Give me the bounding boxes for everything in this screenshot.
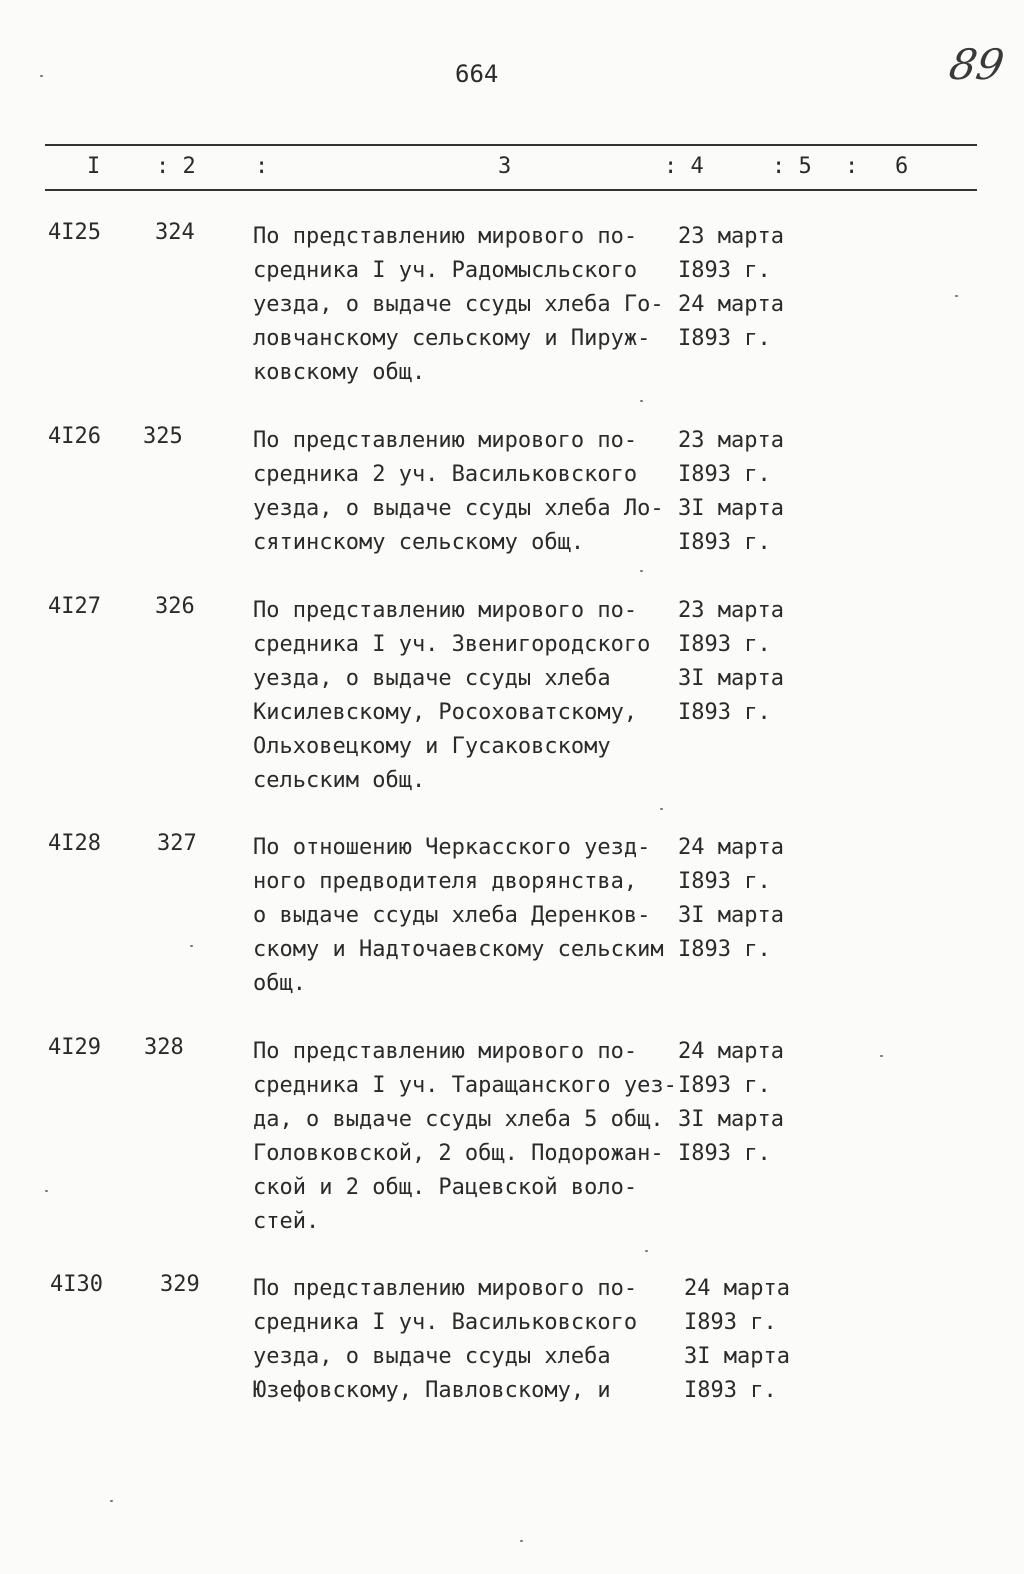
scan-speck [640,400,643,402]
date-line: I893 г. [678,462,771,487]
date-line: 3I марта [678,666,784,691]
description-line: средника I уч. Васильковского [253,1310,638,1335]
case-dates [678,220,828,356]
date-line: 24 марта [684,1276,790,1301]
header-col-1: I [87,154,101,179]
header-separator: : [255,154,269,179]
description-line: о выдаче ссуды хлеба Деренков- [253,903,651,928]
description-line: сельским общ. [253,768,426,793]
case-number: 328 [144,1035,184,1060]
date-line: 3I марта [684,1344,790,1369]
description-line: средника 2 уч. Васильковского [253,462,638,487]
description-line: средника I уч. Радомысльского [253,258,638,283]
description-line: уезда, о выдаче ссуды хлеба Ло- [253,496,664,521]
date-line: I893 г. [678,1073,771,1098]
record-number: 4I28 [48,831,101,856]
date-line: 3I марта [678,1107,784,1132]
description-line: уезда, о выдаче ссуды хлеба [253,666,611,691]
header-col-3: 3 [498,154,512,179]
description-line: По представлению мирового по- [253,1276,638,1301]
scan-speck [190,945,193,947]
description-line: уезда, о выдаче ссуды хлеба Го- [253,292,664,317]
date-line: I893 г. [678,258,771,283]
description-line: ковскому общ. [253,360,426,385]
header-col-5: : 5 [772,154,812,179]
description-line: По представлению мирового по- [253,1039,638,1064]
record-number: 4I27 [48,594,101,619]
date-line: 24 марта [678,292,784,317]
date-line: 3I марта [678,496,784,521]
date-line: I893 г. [684,1378,777,1403]
description-line: стей. [253,1209,320,1234]
scan-speck [955,295,958,297]
header-col-6: 6 [895,154,909,179]
page-number: 664 [455,60,499,88]
description-line: средника I уч. Звенигородского [253,632,651,657]
case-description [253,1035,677,1239]
case-dates [684,1272,834,1408]
scan-speck [645,1250,648,1252]
header-col-4: : 4 [664,154,704,179]
description-line: ской и 2 общ. Рацевской воло- [253,1175,638,1200]
header-col-2: : 2 [156,154,196,179]
date-line: 3I марта [678,903,784,928]
scan-speck [40,75,43,77]
description-line: По представлению мирового по- [253,428,638,453]
record-number: 4I29 [48,1035,101,1060]
scan-speck [880,1055,883,1057]
case-number: 324 [155,220,195,245]
date-line: 24 марта [678,1039,784,1064]
record-number: 4I25 [48,220,101,245]
date-line: I893 г. [678,937,771,962]
case-description [253,594,673,798]
description-line: Головковской, 2 общ. Подорожан- [253,1141,664,1166]
header-rule-bottom [45,189,977,191]
header-separator: : [845,154,859,179]
date-line: 23 марта [678,598,784,623]
description-line: средника I уч. Таращанского уез- [253,1073,677,1098]
case-number: 329 [160,1272,200,1297]
description-line: Ольховецкому и Гусаковскому [253,734,611,759]
description-line: да, о выдаче ссуды хлеба 5 общ. [253,1107,664,1132]
scan-speck [110,1500,113,1502]
date-line: 24 марта [678,835,784,860]
description-line: Кисилевскому, Росоховатскому, [253,700,638,725]
case-dates [678,831,828,967]
case-dates [678,424,828,560]
date-line: I893 г. [678,632,771,657]
case-number: 325 [143,424,183,449]
case-description [253,831,673,1001]
case-description [253,220,673,390]
scan-speck [640,570,643,572]
case-dates [678,1035,828,1171]
date-line: I893 г. [678,530,771,555]
description-line: По отношению Черкасского уезд- [253,835,651,860]
scan-speck [520,1540,523,1542]
date-line: I893 г. [678,1141,771,1166]
date-line: 23 марта [678,428,784,453]
date-line: 23 марта [678,224,784,249]
archive-folio-number: 89 [945,40,1008,89]
case-description [253,1272,673,1408]
date-line: I893 г. [678,326,771,351]
date-line: I893 г. [678,700,771,725]
description-line: уезда, о выдаче ссуды хлеба [253,1344,611,1369]
scan-speck [660,808,663,810]
description-line: Юзефовскому, Павловскому, и [253,1378,611,1403]
description-line: ного предводителя дворянства, [253,869,638,894]
description-line: общ. [253,971,306,996]
date-line: I893 г. [684,1310,777,1335]
header-rule-top [45,144,977,146]
scan-speck [45,1190,48,1192]
description-line: скому и Надточаевскому сельским [253,937,664,962]
description-line: По представлению мирового по- [253,224,638,249]
description-line: сятинскому сельскому общ. [253,530,585,555]
date-line: I893 г. [678,869,771,894]
case-dates [678,594,828,730]
record-number: 4I26 [48,424,101,449]
case-number: 327 [157,831,197,856]
case-number: 326 [155,594,195,619]
record-number: 4I30 [50,1272,103,1297]
description-line: ловчанскому сельскому и Пируж- [253,326,651,351]
case-description [253,424,673,560]
description-line: По представлению мирового по- [253,598,638,623]
